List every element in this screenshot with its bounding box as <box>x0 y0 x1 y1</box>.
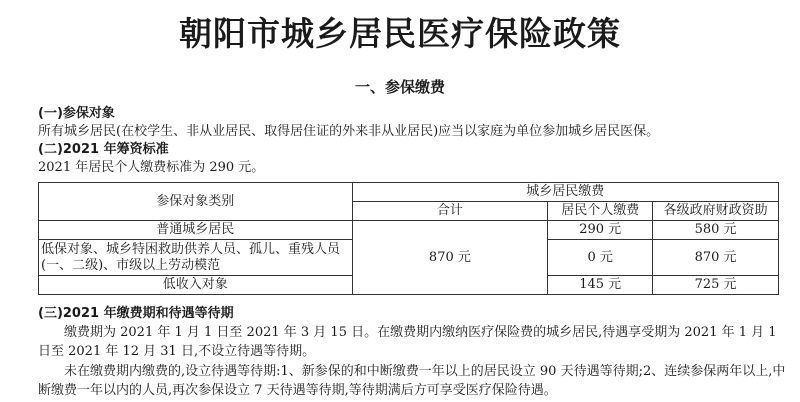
funding-text: 2021 年居民个人缴费标准为 290 元。 <box>38 160 265 175</box>
enrollees-text: 所有城乡居民(在校学生、非从业居民、取得居住证的外来非从业居民)应当以家庭为单位参加城乡居民医保。 <box>38 124 660 139</box>
section-heading: 一、参保缴费 <box>354 78 445 96</box>
payment-period-paragraph: 缴费期为 2021 年 1 月 1 日至 2021 年 3 月 15 日。在缴费期内缴纳医疗保险费的城乡居民,待遇享受期为 2021 年 1 月 1 日至 2021 年 12 月 31 日,不设立待遇等待期。 <box>38 325 777 359</box>
header-government: 各级政府财政资助 <box>653 202 779 221</box>
subsection-heading-funding: (二)2021 年筹资标准 <box>38 142 169 157</box>
header-personal: 居民个人缴费 <box>548 202 653 221</box>
subsection-heading-payment-period: (三)2021 年缴费期和待遇等待期 <box>38 306 234 321</box>
waiting-period-paragraph: 未在缴费期内缴费的,设立待遇等待期:1、新参保的和中断缴费一年以上的居民设立 90 天待遇等待期;2、连续参保两年以上,中断缴费一年以内的人员,再次参保设立 7 天待遇等待期,等待期满后方可享受医疗保险待遇。 <box>38 364 786 398</box>
row-personal: 145 元 <box>548 276 653 295</box>
header-total: 合计 <box>352 202 548 221</box>
row-category: 普通城乡居民 <box>39 221 353 240</box>
row-government: 870 元 <box>653 240 779 276</box>
page-title: 朝阳市城乡居民医疗保险政策 <box>179 14 621 53</box>
row-personal: 290 元 <box>548 221 653 240</box>
row-category: 低收入对象 <box>39 276 353 295</box>
header-fee-group: 城乡居民缴费 <box>352 183 778 202</box>
row-government: 580 元 <box>653 221 779 240</box>
subsection-heading-enrollees: (一)参保对象 <box>38 106 115 121</box>
row-category: 低保对象、城乡特困救助供养人员、孤儿、重残人员(一、二级)、市级以上劳动模范 <box>39 240 353 276</box>
row-government: 725 元 <box>653 276 779 295</box>
table-header-row <box>39 183 779 202</box>
row-total: 870 元 <box>352 221 548 295</box>
header-category: 参保对象类别 <box>39 183 353 221</box>
row-personal: 0 元 <box>548 240 653 276</box>
table-row <box>39 221 779 240</box>
fee-table <box>38 182 779 295</box>
